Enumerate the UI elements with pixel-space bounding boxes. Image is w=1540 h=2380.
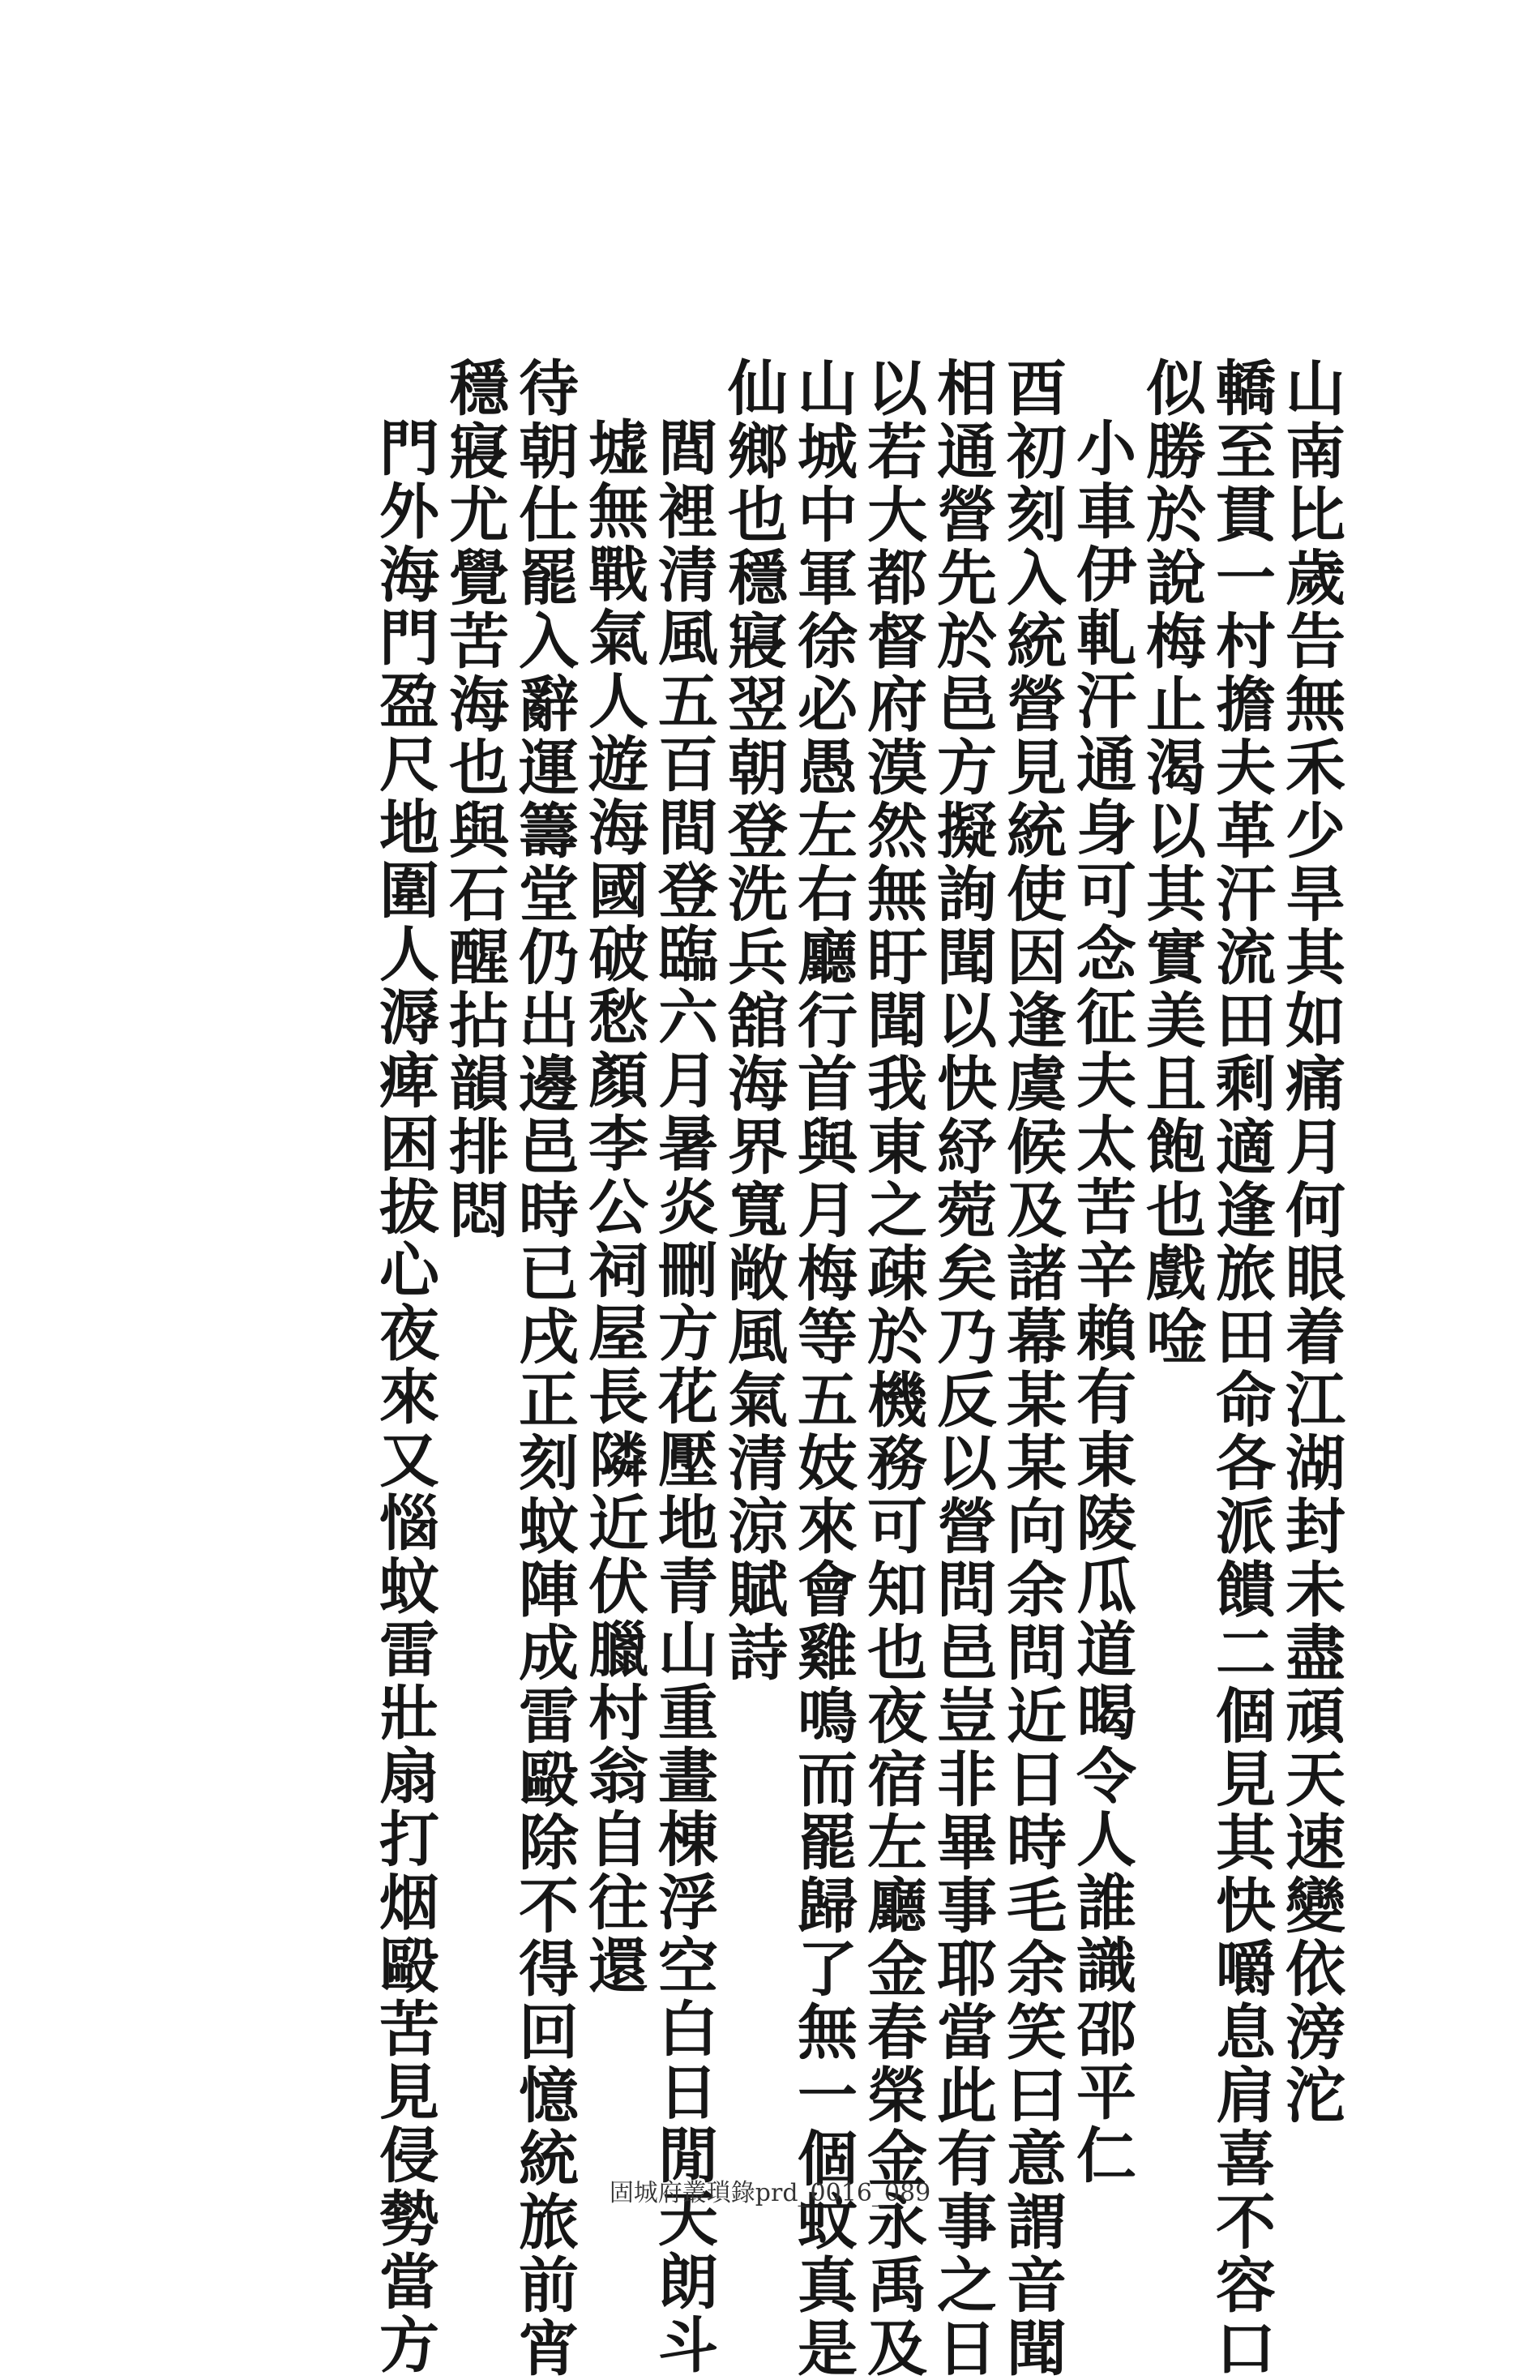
text-column-9: 仙鄉也穩寢翌朝登洗兵舘海界寬敞風氣清涼賦詩 (718, 357, 788, 1684)
page-footer-caption: 固城府叢瑣錄prd_0016_089 (609, 2179, 931, 2207)
text-column-1: 山南比歲告無禾少旱其如痛月何眼着江湖封未盡頑天速變依滂沱 (1276, 357, 1345, 2127)
text-column-14: 門外海門盈尺地圍人溽痺困拔心夜來又惱蚊雷壯扇打烟毆苦見侵勢當方 (370, 417, 439, 2377)
text-column-2: 轎至貫一村擔夫革汗流田剩適逢旅田命各派饋二個見其快嚼息肩喜不容口 (1206, 357, 1276, 2380)
text-column-6: 相通營先於邑方擬詢聞以快紓菀矣乃反以營問邑豈非畢事耶當此有事之日 (927, 357, 997, 2380)
text-column-10: 閭裡清風五百間登臨六月暑炎刪方花壓地青山重畫棟浮空白日閒天朗斗 (648, 417, 718, 2377)
text-column-4: 小車伊軋汗通身可念征夫太苦辛賴有東陵瓜道暍令人誰識邵平仁 (1067, 417, 1136, 2187)
text-column-5: 酉初刻入統營見統使因逢虞候及諸幕某某向余問近日時毛余笑曰意謂音聞 (997, 357, 1067, 2380)
text-column-13: 穩寢尤覺苦海也與石醒拈韻排悶 (439, 357, 509, 1242)
text-column-11: 墟無戰氣人遊海國破愁顏李公祠屋長隣近伏臘村翁自往還 (579, 417, 648, 1997)
text-column-3: 似勝於說梅止渴以其實美且飽也戲唫 (1136, 357, 1206, 1368)
text-column-7: 以若大都督府漠然無盱聞我東之疎於機務可知也夜宿左廳金春榮金永禹及 (858, 357, 927, 2380)
text-column-12: 待朝仕罷入辭運籌堂仍出邊邑時已戌正刻蚊陣成雷毆除不得回憶統旅前宵 (509, 357, 579, 2380)
text-column-8: 山城中軍徐必愚左右廳行首與月梅等五妓來會雞鳴而罷歸了無一個蚊真是 (788, 357, 858, 2380)
